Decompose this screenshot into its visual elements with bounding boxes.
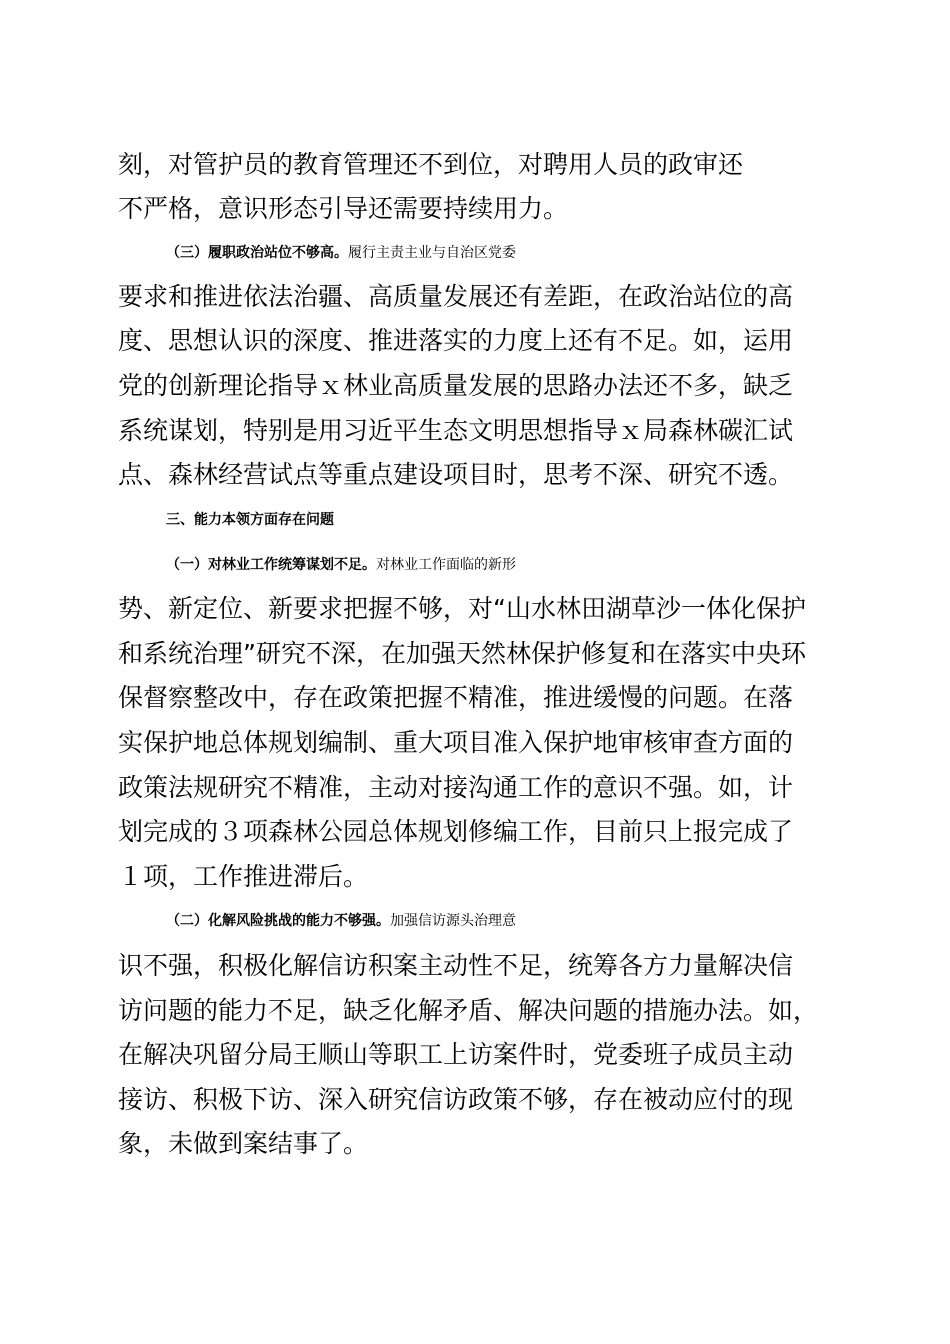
text-line: 实保护地总体规划编制、重大项目准入保护地审核审查方面的 — [118, 728, 794, 757]
text-line: 不严格，意识形态引导还需要持续用力。 — [118, 194, 569, 223]
text-line: 履行主责主业与自治区党委 — [348, 245, 516, 261]
text-line: 系统谋划，特别是用习近平生态文明思想指导ｘ局森林碳汇试 — [118, 416, 794, 445]
subsection-heading-line — [166, 550, 886, 580]
text-line: 象，未做到案结事了。 — [118, 1129, 369, 1158]
text-line: 刻，对管护员的教育管理还不到位，对聘用人员的政审还 — [118, 150, 744, 179]
section-heading: 三、能力本领方面存在问题 — [166, 512, 334, 528]
text-line: 和系统治理”研究不深，在加强天然林保护修复和在落实中央环 — [118, 639, 806, 668]
text-line: 政策法规研究不精准，主动对接沟通工作的意识不强。如，计 — [118, 773, 794, 802]
text-line: 对林业工作面临的新形 — [376, 557, 516, 573]
text-line: 识不强，积极化解信访积案主动性不足，统筹各方力量解决信 — [118, 951, 794, 980]
text-line: 保督察整改中，存在政策把握不精准，推进缓慢的问题。在落 — [118, 683, 794, 712]
subsection-heading-line — [166, 906, 886, 936]
text-line: 访问题的能力不足，缺乏化解矛盾、解决问题的措施办法。如， — [118, 996, 819, 1025]
subsection-heading: （二）化解风险挑战的能力不够强。 — [166, 913, 390, 929]
text-line: 接访、积极下访、深入研究信访政策不够，存在被动应付的现 — [118, 1085, 794, 1114]
section-heading-line — [166, 505, 886, 535]
subsection-heading: （三）履职政治站位不够高。 — [166, 245, 348, 261]
subsection-heading-line — [166, 238, 886, 268]
text-line: 党的创新理论指导ｘ林业高质量发展的思路办法还不多，缺乏 — [118, 371, 794, 400]
text-line: 加强信访源头治理意 — [390, 913, 516, 929]
text-line: 划完成的３项森林公园总体规划修编工作，目前只上报完成了 — [118, 817, 794, 846]
subsection-heading: （一）对林业工作统筹谋划不足。 — [166, 557, 376, 573]
text-line: 在解决巩留分局王顺山等职工上访案件时，党委班子成员主动 — [118, 1040, 794, 1069]
text-line: １项，工作推进滞后。 — [118, 862, 369, 891]
text-line: 点、森林经营试点等重点建设项目时，思考不深、研究不透。 — [118, 460, 794, 489]
text-line: 要求和推进依法治疆、高质量发展还有差距，在政治站位的高 — [118, 282, 794, 311]
text-line: 势、新定位、新要求把握不够，对“山水林田湖草沙一体化保护 — [118, 594, 806, 623]
text-line: 度、思想认识的深度、推进落实的力度上还有不足。如，运用 — [118, 326, 794, 355]
